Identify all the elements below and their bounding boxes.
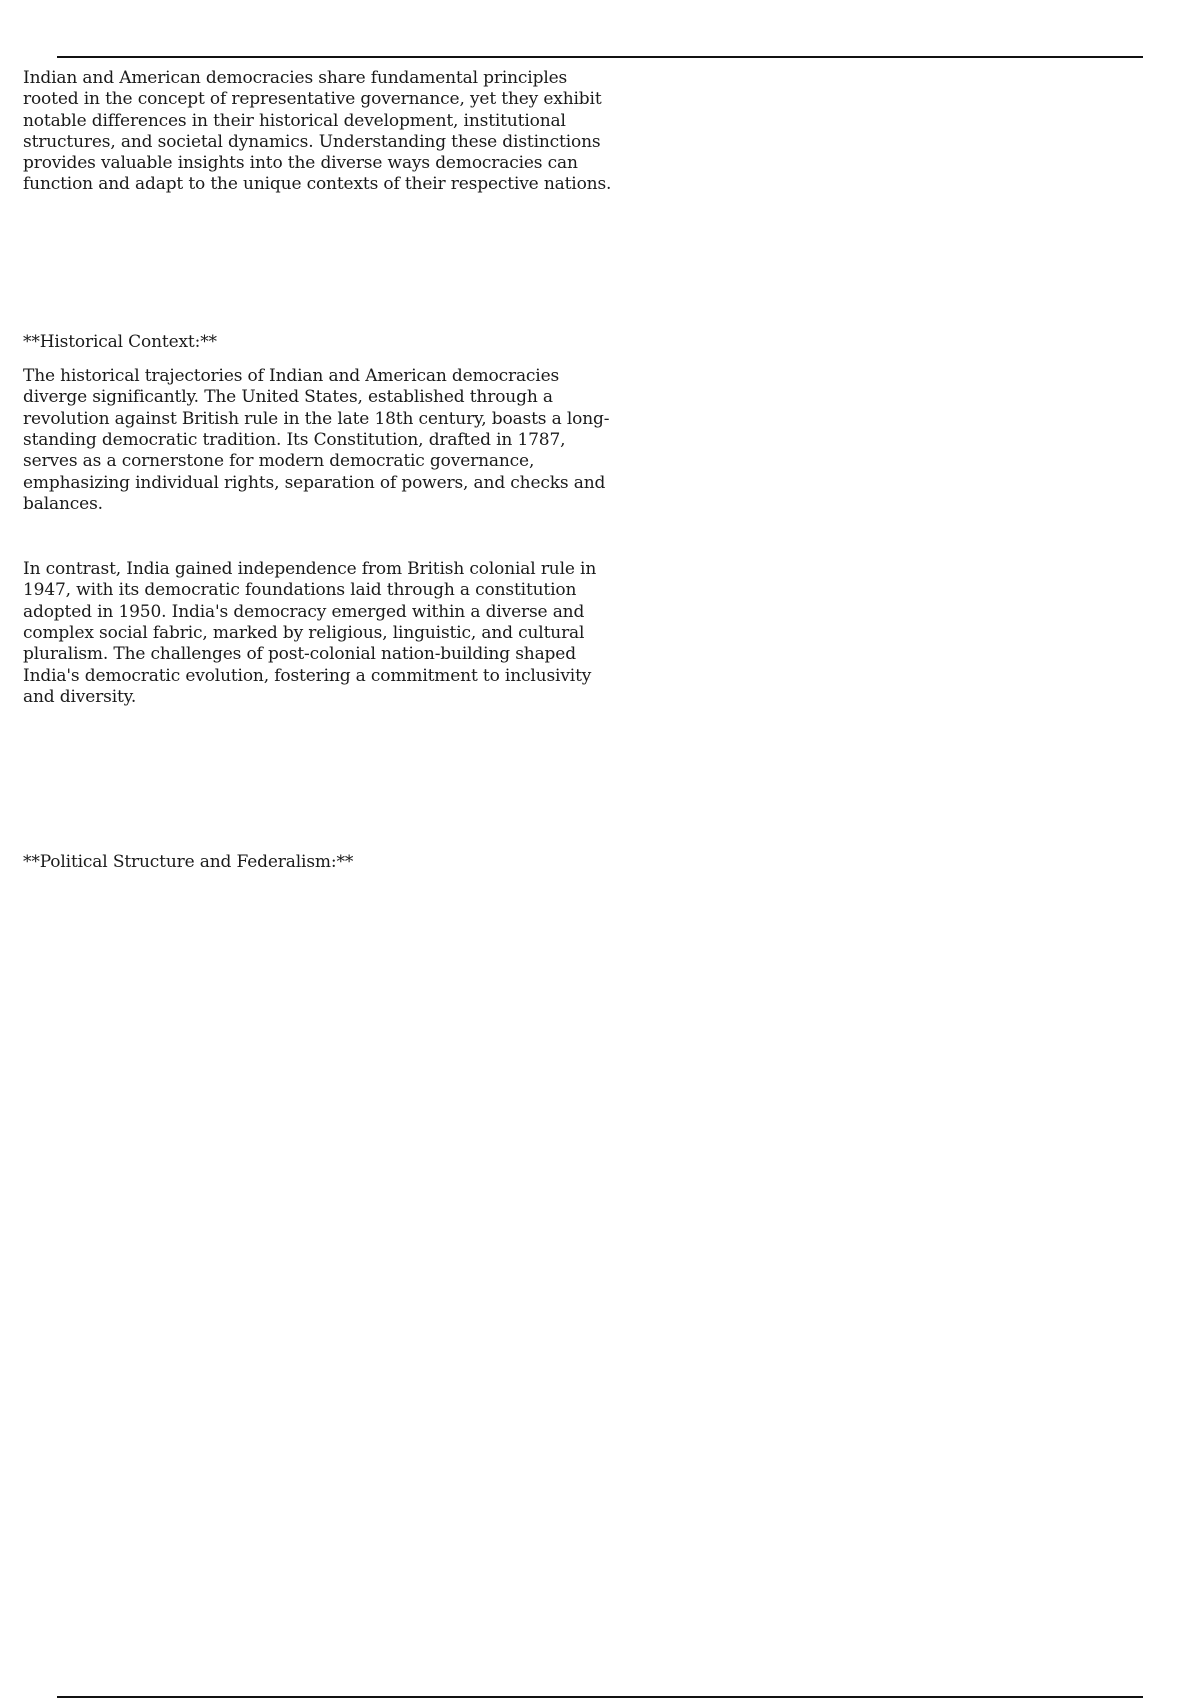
bottom-rule (57, 1696, 1143, 1698)
document-body (23, 68, 613, 874)
historical-paragraph-1: The historical trajectories of Indian and American democracies diverge significantly. The United States, established through a revolution against British rule in the late 18th century, boasts a long-standing democratic tradition. Its Constitution, drafted in 1787, serves as a cornerstone for modern democratic governance, emphasizing individual rights, separation of powers, and checks and balances. (23, 366, 610, 514)
heading-historical-context: **Historical Context:** (23, 331, 217, 352)
heading-political-structure: **Political Structure and Federalism:** (23, 852, 354, 873)
intro-paragraph: Indian and American democracies share fundamental principles rooted in the concept of representative governance, yet they exhibit notable differences in their historical development, institutional structures, and societal dynamics. Understanding these distinctions provides valuable insights into the diverse ways democracies can function and adapt to the unique contexts of their respective nations. (23, 68, 612, 195)
historical-paragraph-2: In contrast, India gained independence from British colonial rule in 1947, with its democratic foundations laid through a constitution adopted in 1950. India's democracy emerged within a diverse and complex social fabric, marked by religious, linguistic, and cultural pluralism. The challenges of post-colonial nation-building shaped India's democratic evolution, fostering a commitment to inclusivity and diversity. (23, 559, 597, 707)
top-rule (57, 56, 1143, 58)
